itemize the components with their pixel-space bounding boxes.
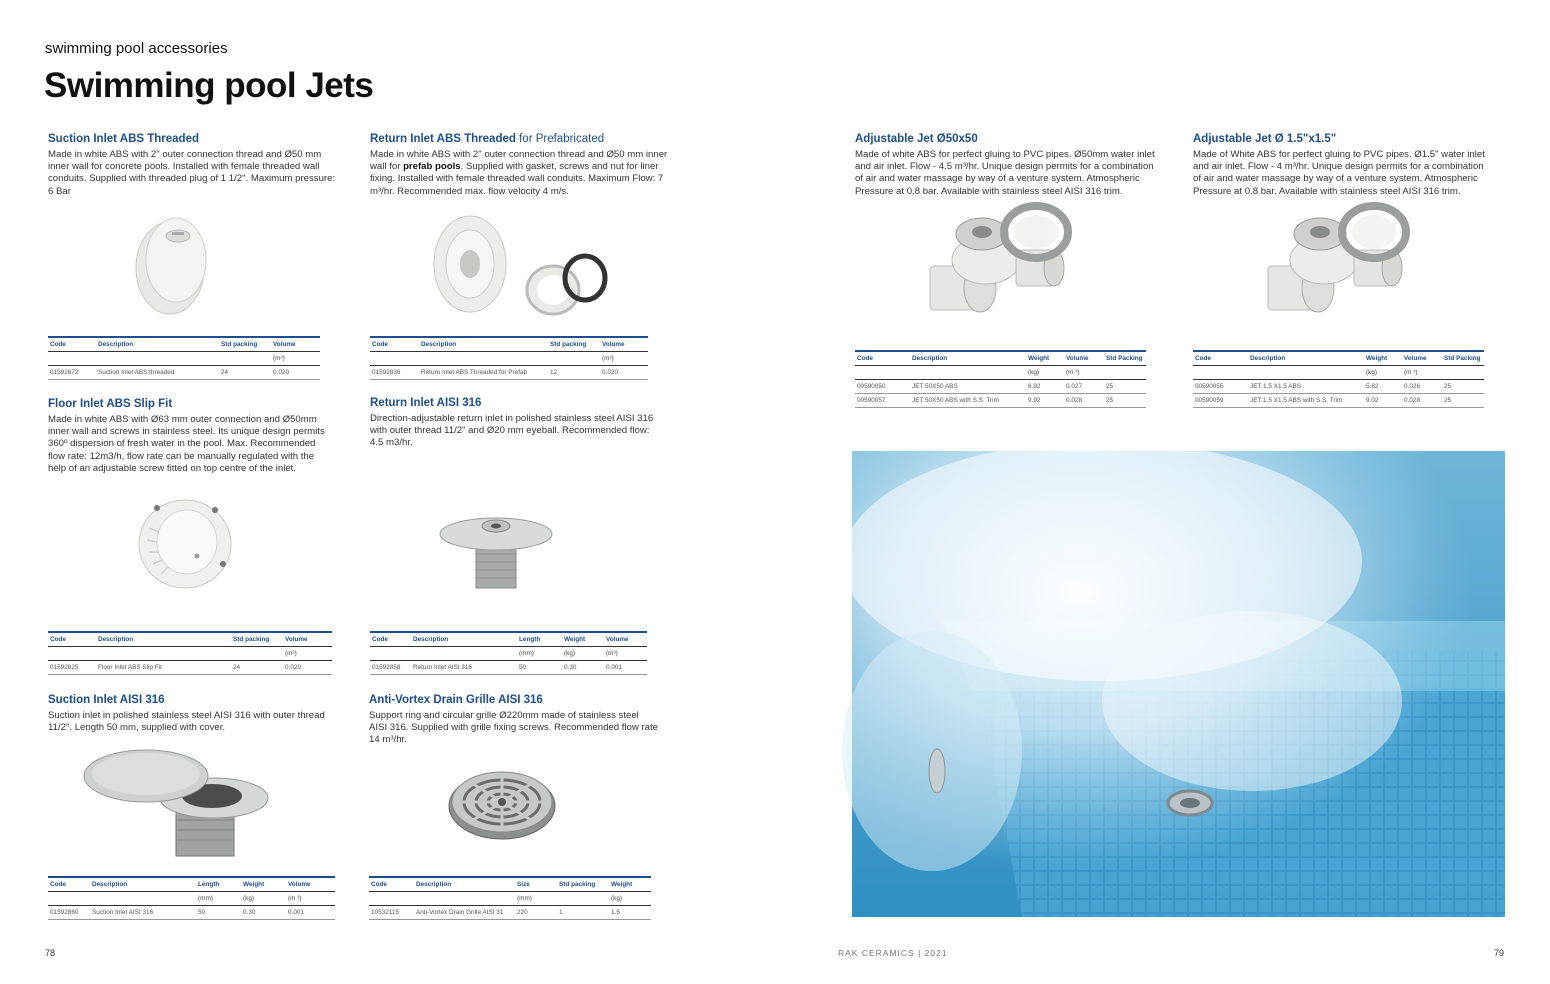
col-header: Code <box>855 351 910 366</box>
product-return-inlet-aisi <box>370 397 665 450</box>
product-description: Made of white ABS for perfect gluing to PVC pipes. Ø50mm water inlet and air inlet. Flow - 4.5 m³/hr. Unique design permits for a combination of air and water massage by way of a venture system. Atmospheric Pressure at 0.8 bar. Available with stainless steel AISI 316 trim. <box>855 149 1155 197</box>
col-header: Description <box>414 877 515 892</box>
unit-cell: (m³) <box>283 647 332 661</box>
suction-inlet-abs-image <box>120 208 230 318</box>
col-header: Length <box>517 632 562 647</box>
page-number-left: 78 <box>45 948 56 958</box>
col-header: Code <box>370 632 411 647</box>
col-header: Code <box>48 337 96 352</box>
table-row: 00590059 JET 1.5 X1.5 ABS with S.S. Trim 9.02 0.028 25 <box>1193 394 1484 408</box>
col-header: Description <box>96 632 231 647</box>
adjustable-jet-15-image <box>1262 204 1414 324</box>
col-header: Volume <box>604 632 647 647</box>
spec-table: Code Description Length Weight Volume (mm) (kg) (m ³) 01592860 Suction Inlet AISI 316 50 0.30 0.001 <box>48 876 335 920</box>
product-title: Return Inlet AISI 316 <box>370 397 482 409</box>
anti-vortex-grille-image <box>448 768 556 840</box>
product-adjustable-jet-50 <box>855 133 1155 198</box>
product-description: Made in white ABS with 2" outer connection thread and Ø50 mm inner wall for concrete pools. Installed with female threaded wall conduits. Supplied with threaded plug of 1 1/2". Maximum pressure: 6 Bar <box>48 149 336 197</box>
product-description: Made in white ABS with Ø63 mm outer connection and Ø50mm inner wall and screws in stainless steel. Its unique design permits 360º dispersion of fresh water in the pool. Max. Recommended flow rate: 12m3/h, flow rate can be manually regulated with the help of an adjustable screw fitted on top centre of the inlet. <box>48 414 325 474</box>
col-header: Length <box>196 877 241 892</box>
pool-jet-photo <box>852 451 1505 917</box>
product-title: Return Inlet ABS Threaded <box>370 133 516 145</box>
col-header: Code <box>369 877 414 892</box>
product-description: Suction inlet in polished stainless steel AISI 316 with outer thread 11/2". Length 50 mm, supplied with cover. <box>48 710 325 734</box>
col-header: Description <box>1248 351 1364 366</box>
col-header: Weight <box>1026 351 1064 366</box>
col-header: Std packing <box>548 337 600 352</box>
product-description: Made in white ABS with 2" outer connection thread and Ø50 mm inner wall for prefab pools. Supplied with gasket, screws and nut for liner fixing. Installed with female threaded wall conduits. Maximum Flow: 7 m³/hr. Recommended max. flow velocity 4 m/s. <box>370 149 668 197</box>
col-header: Code <box>370 337 419 352</box>
product-title: Floor Inlet ABS Slip Fit <box>48 398 173 410</box>
product-title: Suction Inlet ABS Threaded <box>48 133 200 145</box>
col-header: Code <box>1193 351 1248 366</box>
table-row: 01592825 Floor Inlet ABS Slip Fit 24 0.020 <box>48 661 332 675</box>
product-floor-inlet-abs <box>48 398 333 475</box>
product-suction-inlet-aisi <box>48 694 338 734</box>
col-header: Weight <box>609 877 651 892</box>
product-anti-vortex-grille <box>369 694 659 747</box>
brand-footer: RAK CERAMICS | 2021 <box>838 948 948 958</box>
product-title: Adjustable Jet Ø50x50 <box>855 133 978 145</box>
floor-inlet-abs-image <box>135 498 235 590</box>
col-header: Std packing <box>231 632 283 647</box>
col-header: Volume <box>286 877 335 892</box>
table-row: 00590050 JET 50X50 ABS 6.92 0.027 25 <box>855 380 1146 394</box>
col-header: Description <box>910 351 1026 366</box>
unit-cell: (m³) <box>600 352 648 366</box>
col-header: Code <box>48 632 96 647</box>
product-title: Suction Inlet AISI 316 <box>48 694 165 706</box>
product-return-inlet-abs <box>370 133 670 198</box>
col-header: Description <box>96 337 219 352</box>
table-row: 01592672 Suction Inlet ABS threaded 24 0.020 <box>48 366 320 380</box>
page-number-right: 79 <box>1494 948 1505 958</box>
table-row: 01592858 Return Inlet AISI 316 50 0.30 0.001 <box>370 661 647 675</box>
col-header: Code <box>48 877 90 892</box>
col-header: Size <box>515 877 557 892</box>
product-adjustable-jet-15 <box>1193 133 1493 198</box>
col-header: Volume <box>1064 351 1104 366</box>
col-header: Description <box>90 877 196 892</box>
col-header: Volume <box>283 632 332 647</box>
col-header: Volume <box>1402 351 1442 366</box>
col-header: Std packing <box>557 877 609 892</box>
col-header: Description <box>419 337 548 352</box>
col-header: Std Packing <box>1442 351 1484 366</box>
product-description: Made of White ABS for perfect gluing to PVC pipes. Ø1.5" water inlet and air inlet. Flow - 4 m³/hr. Unique design permits for a combination of air and water massage by way of a venture system. Atmospheric Pressure at 0.8 bar. Available with stainless steel AISI 316 trim. <box>1193 149 1485 197</box>
col-header: Weight <box>562 632 604 647</box>
page-title: Swimming pool Jets <box>44 66 374 105</box>
product-description: Direction-adjustable return inlet in polished stainless steel AISI 316 with outer thread 11/2" and Ø20 mm eyeball. Recommended flow: 4.5 m3/hr. <box>370 413 654 449</box>
unit-cell: (m³) <box>271 352 320 366</box>
product-title: Anti-Vortex Drain Grille AISI 316 <box>369 694 543 706</box>
product-title-suffix: for Prefabricated <box>515 133 605 145</box>
col-header: Std Packing <box>1104 351 1146 366</box>
product-title: Adjustable Jet Ø 1.5"x1.5" <box>1193 133 1337 145</box>
spec-table <box>48 336 320 380</box>
col-header: Description <box>411 632 517 647</box>
product-suction-inlet-abs <box>48 133 338 198</box>
suction-inlet-aisi-image <box>84 748 270 860</box>
spec-table <box>48 631 332 675</box>
table-row: 10532115 Anti-Vortex Drain Grille AISI 31 220 1 1.5 <box>369 906 651 920</box>
spec-table <box>370 336 648 380</box>
col-header: Volume <box>600 337 648 352</box>
col-header: Weight <box>241 877 286 892</box>
col-header: Std packing <box>219 337 271 352</box>
table-row: 00590055 JET 1.5 X1.5 ABS 5.82 0.026 25 <box>1193 380 1484 394</box>
col-header: Volume <box>271 337 320 352</box>
section-kicker: swimming pool accessories <box>45 40 228 57</box>
adjustable-jet-50-image <box>924 204 1076 324</box>
table-row: 00590057 JET 50X50 ABS with S.S. Trim 9.92 0.028 25 <box>855 394 1146 408</box>
product-description: Support ring and circular grille Ø220mm made of stainless steel AISI 316. Supplied with grille fixing screws. Recommended flow rate 14 m³/hr. <box>369 710 659 746</box>
spec-table: Code Description Weight Volume Std Packing (kg) (m ³) 00590055 JET 1.5 X1.5 ABS 5.82 0.026 25 00590059 JET 1.5 X1.5 ABS with S.S. Trim 9.02 0.028 25 <box>1193 350 1484 408</box>
spec-table: Code Description Length Weight Volume (mm) (kg) (m³) 01592858 Return Inlet AISI 316 50 0.30 0.001 <box>370 631 647 675</box>
spec-table: Code Description Weight Volume Std Packing (kg) (m ³) 00590050 JET 50X50 ABS 6.92 0.027 25 00590057 JET 50X50 ABS with S.S. Trim 9.92 0.028 25 <box>855 350 1146 408</box>
col-header: Weight <box>1364 351 1402 366</box>
table-row: 01592860 Suction Inlet AISI 316 50 0.30 0.001 <box>48 906 335 920</box>
table-row: 01592836 Return Inlet ABS Threaded for Prefab 12 0.020 <box>370 366 648 380</box>
return-inlet-aisi-image <box>440 512 555 592</box>
return-inlet-abs-image <box>425 212 615 322</box>
spec-table: Code Description Size Std packing Weight (mm) (kg) 10532115 Anti-Vortex Drain Grille AISI 31 220 1 1.5 <box>369 876 651 920</box>
